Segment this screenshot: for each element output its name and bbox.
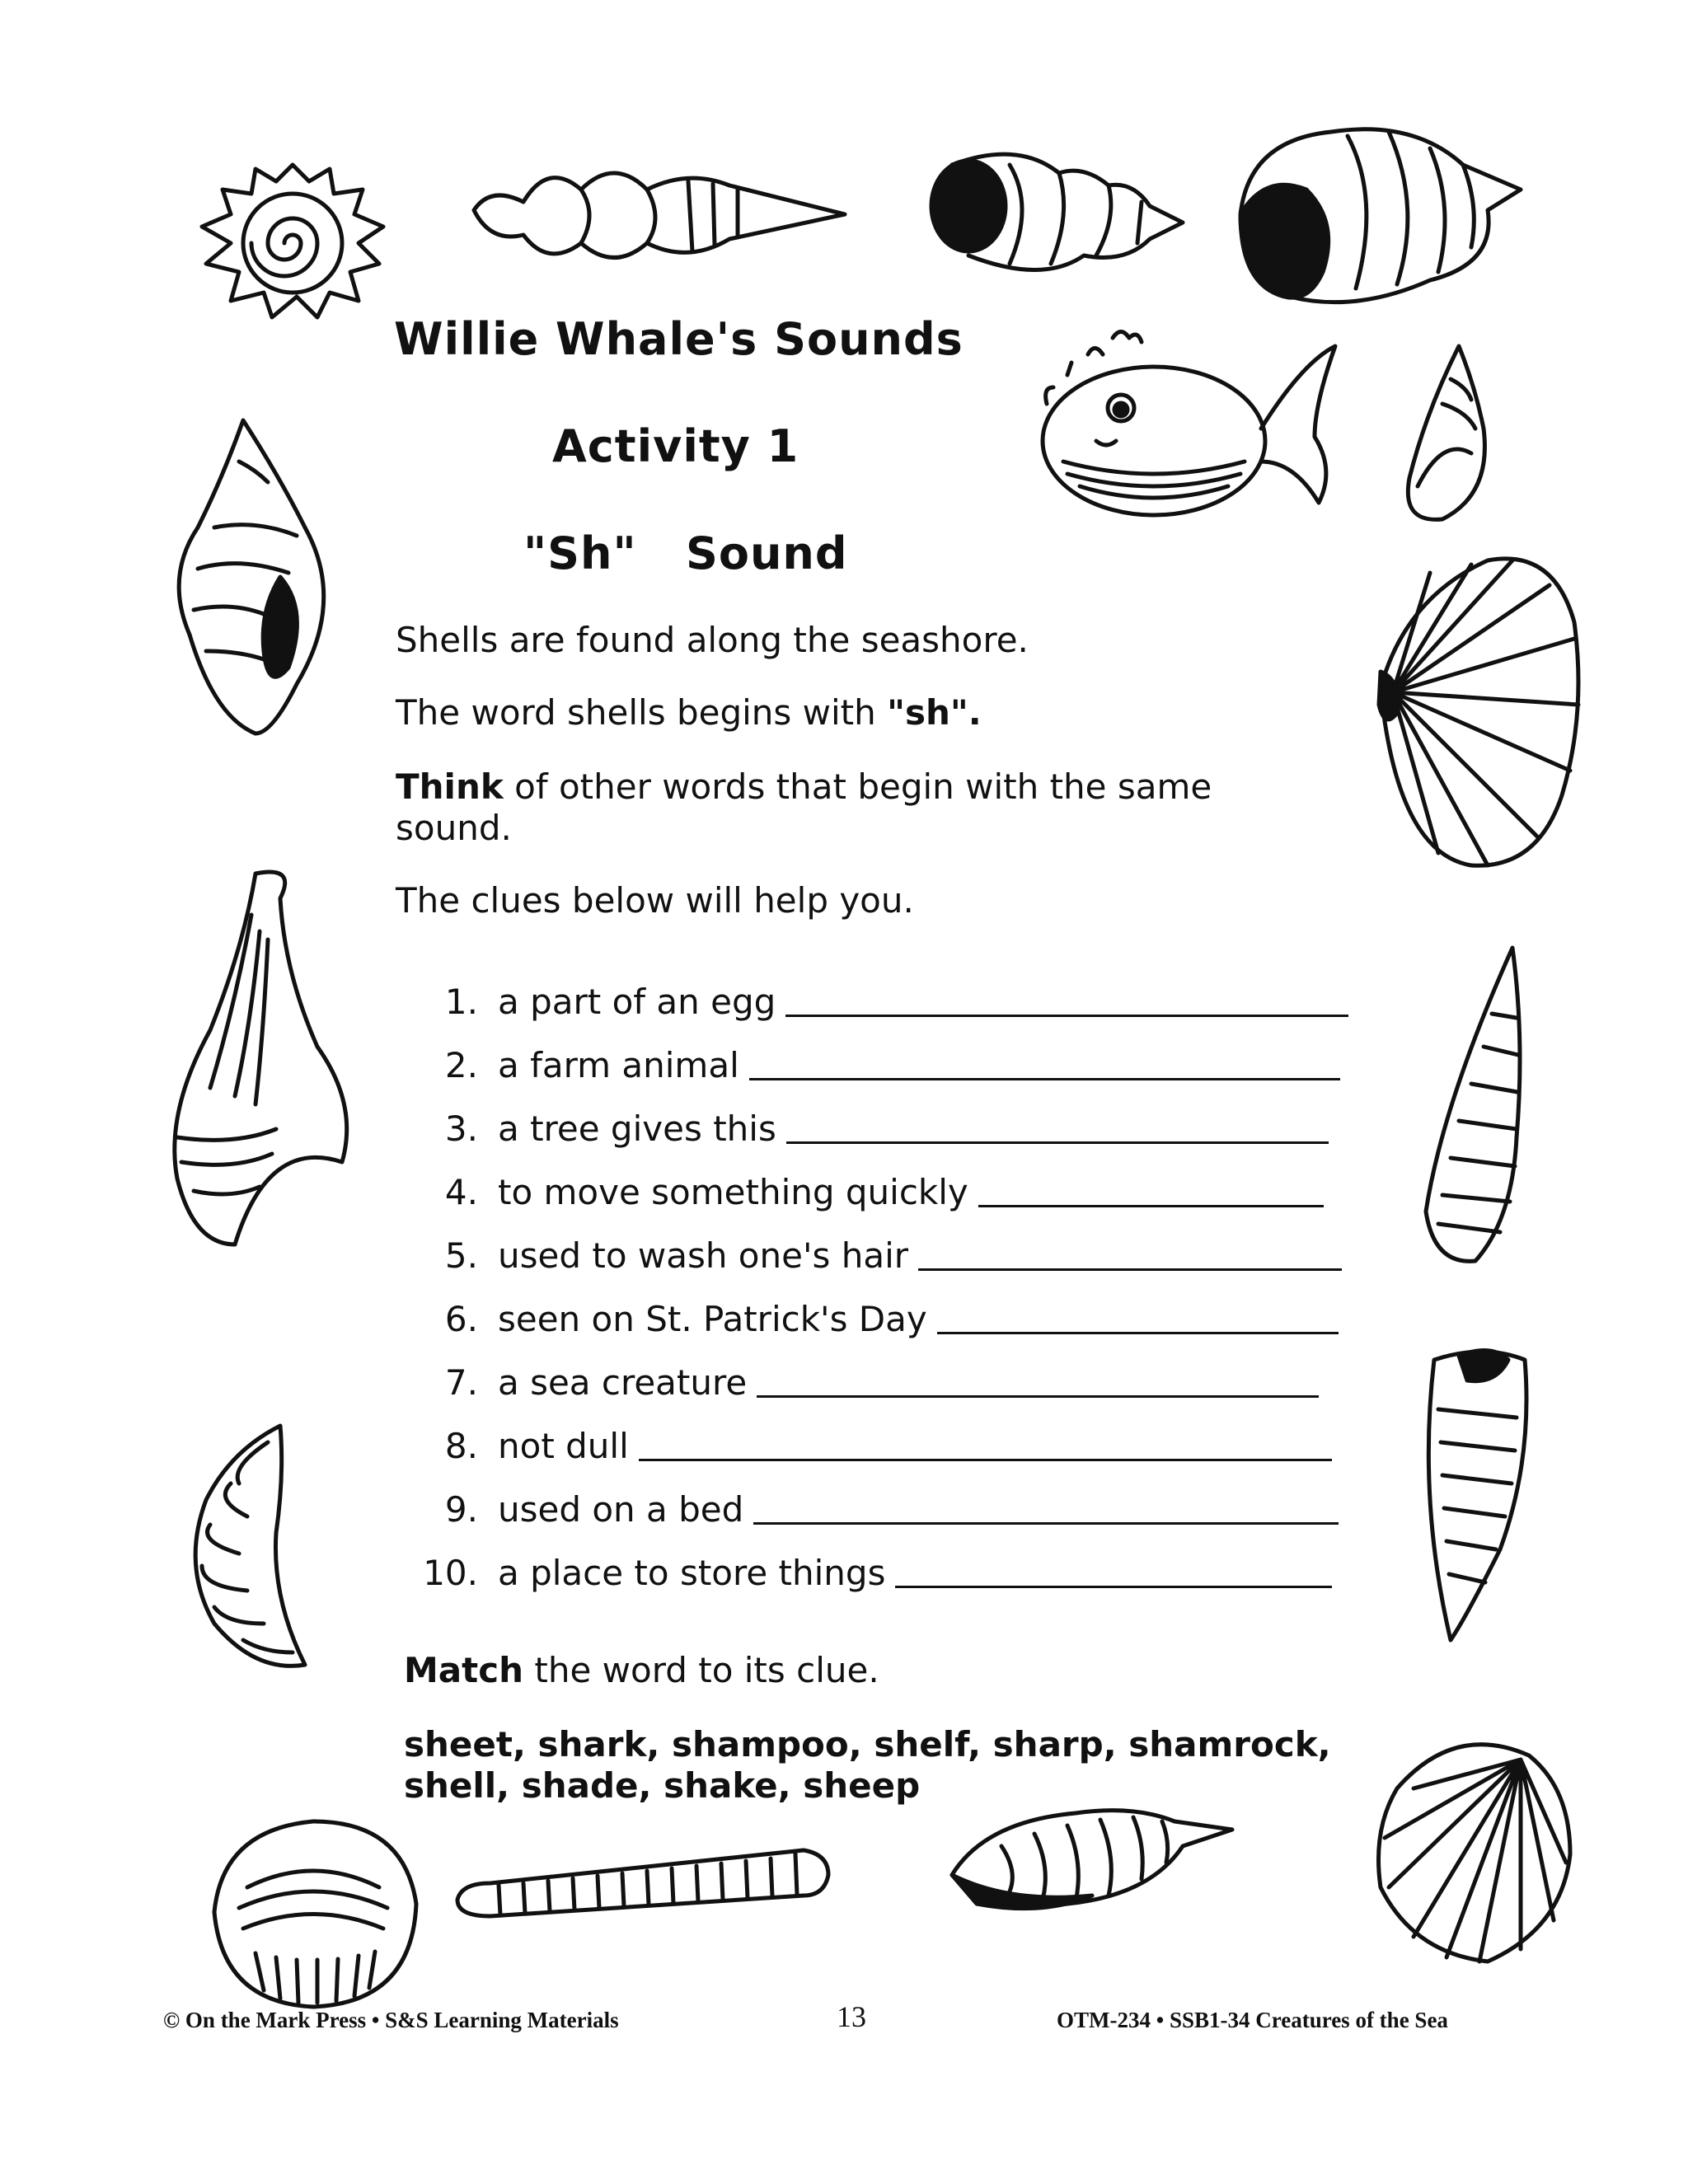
clue-item-6: [412, 1290, 1339, 1339]
answer-blank[interactable]: [918, 1268, 1342, 1271]
clue-number: 3.: [444, 1108, 478, 1149]
match-emphasis: Match: [404, 1650, 524, 1690]
clue-number: 9.: [444, 1489, 478, 1530]
clue-item-9: [412, 1480, 1339, 1530]
page-title: Willie Whale's Sounds: [394, 313, 964, 365]
auger-shell-icon: [1418, 940, 1533, 1269]
clue-text: a place to store things: [498, 1553, 886, 1593]
answer-blank[interactable]: [937, 1331, 1339, 1334]
clue-item-1: [412, 972, 1348, 1022]
spindle-shell-icon: [457, 152, 853, 276]
striped-cone-shell-icon: [944, 1797, 1240, 1920]
answer-blank[interactable]: [895, 1585, 1332, 1588]
clue-number: 1.: [444, 982, 478, 1022]
clue-item-10: [412, 1544, 1332, 1593]
page-number: 13: [837, 2000, 866, 2033]
intro-line-3-text: of other words that begin with the same sound.: [396, 766, 1212, 848]
clue-item-4: [412, 1163, 1324, 1212]
clue-text: a tree gives this: [498, 1108, 776, 1149]
clue-text: seen on St. Patrick's Day: [498, 1299, 927, 1339]
think-emphasis: Think: [396, 766, 504, 807]
clue-text: a farm animal: [498, 1045, 739, 1085]
answer-blank[interactable]: [978, 1204, 1324, 1207]
intro-line-4: The clues below will help you.: [396, 880, 914, 921]
scallop-shell-icon: [1364, 1722, 1578, 1970]
horn-shell-icon: [161, 865, 359, 1253]
match-instruction: [404, 1650, 879, 1691]
conch-shell-icon: [1216, 115, 1537, 321]
footer-series: OTM-234 • SSB1-34 Creatures of the Sea: [1057, 2008, 1448, 2032]
clue-item-2: [412, 1036, 1340, 1085]
clue-text: used to wash one's hair: [498, 1235, 909, 1276]
clam-shell-icon: [198, 1813, 429, 2011]
clue-number: 7.: [444, 1362, 478, 1403]
clue-number: 5.: [444, 1235, 478, 1276]
clue-number: 10.: [423, 1553, 478, 1593]
whelk-shell-icon: [919, 140, 1191, 288]
clue-number: 8.: [444, 1426, 478, 1466]
answer-blank[interactable]: [786, 1141, 1329, 1144]
activity-heading: Activity 1: [552, 420, 799, 472]
clue-text: to move something quickly: [498, 1172, 968, 1212]
answer-blank[interactable]: [749, 1077, 1340, 1080]
clue-item-3: [412, 1099, 1329, 1149]
answer-blank[interactable]: [757, 1394, 1319, 1398]
tusk-shell-icon: [181, 1418, 321, 1681]
clue-text: not dull: [498, 1426, 629, 1466]
sh-emphasis: "sh".: [887, 692, 982, 733]
clue-text: a sea creature: [498, 1362, 748, 1403]
murex-shell-icon: [165, 412, 338, 742]
whale-icon: [1030, 330, 1376, 544]
fan-shell-icon: [1372, 548, 1587, 878]
clue-item-7: [412, 1353, 1319, 1403]
cone-shell-icon: [1401, 1335, 1541, 1648]
tooth-shell-icon: [449, 1834, 837, 1924]
clue-item-5: [412, 1226, 1342, 1276]
intro-line-1: Shells are found along the seashore.: [396, 620, 1029, 660]
intro-line-3: [396, 766, 1245, 849]
clue-number: 4.: [444, 1172, 478, 1212]
spiral-shell-icon: [185, 148, 400, 330]
spire-shell-icon: [1393, 338, 1492, 527]
clue-number: 2.: [444, 1045, 478, 1085]
match-instruction-text: the word to its clue.: [523, 1650, 879, 1690]
sound-heading: "Sh" Sound: [523, 527, 848, 579]
clue-item-8: [412, 1417, 1332, 1466]
footer-copyright: © On the Mark Press • S&S Learning Materials: [163, 2008, 619, 2032]
answer-blank[interactable]: [753, 1521, 1339, 1525]
clue-number: 6.: [444, 1299, 478, 1339]
answer-blank[interactable]: [639, 1458, 1332, 1461]
answer-blank[interactable]: [785, 1014, 1348, 1017]
clue-text: a part of an egg: [498, 982, 776, 1022]
intro-line-2-text: The word shells begins with: [396, 692, 888, 733]
word-bank: sheet, shark, shampoo, shelf, sharp, shamrock, shell, shade, shake, sheep: [404, 1724, 1331, 1806]
intro-line-2: [396, 692, 982, 733]
clue-text: used on a bed: [498, 1489, 744, 1530]
